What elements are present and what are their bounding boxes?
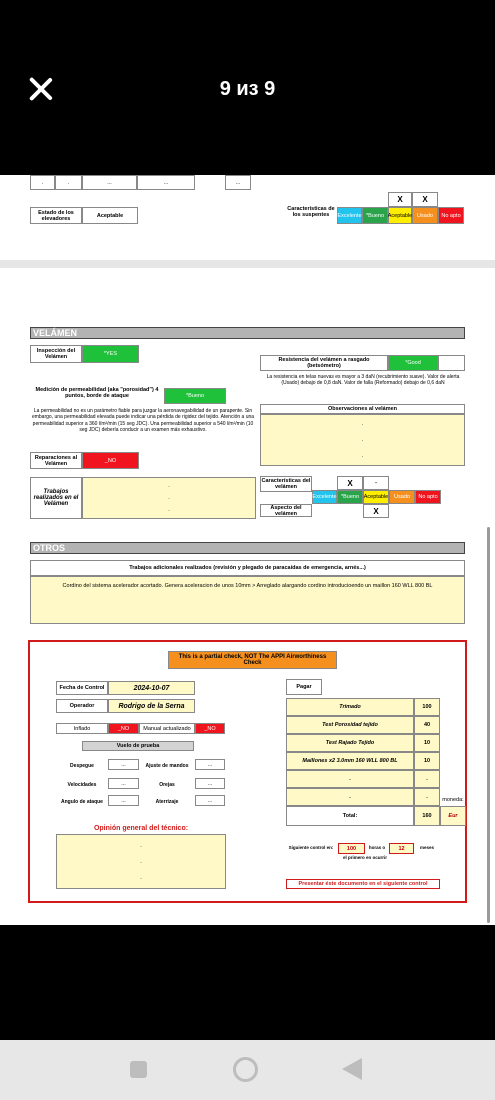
- item-name: Test Porosidad tejido: [286, 716, 414, 734]
- dot: .: [168, 483, 170, 489]
- item-price: 40: [414, 716, 440, 734]
- horas-value[interactable]: 100: [338, 843, 365, 854]
- table-cell: ...: [82, 175, 137, 190]
- table-cell: .: [55, 175, 82, 190]
- inflado-value: _NO: [108, 723, 139, 734]
- system-navigation-bar: [0, 1040, 495, 1100]
- dot: .: [168, 507, 170, 513]
- moneda-label: moneda:: [442, 797, 464, 803]
- aspecto-mark-aceptable: X: [363, 504, 389, 518]
- operador-value[interactable]: Rodrigo de la Serna: [108, 699, 195, 713]
- operador-label: Operador: [56, 699, 108, 713]
- vuelo-prueba-label: Vuelo de prueba: [82, 741, 194, 751]
- back-icon[interactable]: [342, 1058, 362, 1080]
- currency-value: Eur: [440, 806, 466, 826]
- suspentes-label: Características de los suspentes: [285, 192, 337, 232]
- table-cell: .: [30, 175, 55, 190]
- manual-value: _NO: [195, 723, 225, 734]
- trabajos-adicionales-text[interactable]: Cordino del sistema acelerador acortado. Genera aceleracion de unos 10mm > Arreglado alargando cordino introducioendo un maillon 160 WLL 800 BL: [30, 576, 465, 624]
- aterrizaje-value[interactable]: ...: [195, 795, 225, 806]
- item-price: 10: [414, 734, 440, 752]
- item-name: .: [286, 770, 414, 788]
- home-icon[interactable]: [232, 1056, 259, 1083]
- page-separator: [0, 260, 495, 268]
- total-value: 160: [414, 806, 440, 826]
- item-price: .: [414, 788, 440, 806]
- item-price: 100: [414, 698, 440, 716]
- dot: .: [140, 874, 142, 881]
- observaciones-label: Observaciones al velámen: [260, 404, 465, 414]
- fecha-value[interactable]: 2024-10-07: [108, 681, 195, 695]
- orejas-label: Orejas: [159, 782, 175, 788]
- dot: .: [361, 437, 364, 443]
- scrollbar-thumb[interactable]: [487, 527, 490, 923]
- suspentes-mark-aceptable: X: [388, 192, 412, 207]
- aterrizaje-label: Aterrizaje: [155, 799, 179, 805]
- item-price: 10: [414, 752, 440, 770]
- scale-bueno: *Bueno: [337, 490, 363, 504]
- scale-usado: Usado: [412, 207, 438, 224]
- item-price: .: [414, 770, 440, 788]
- scale-no-apto: No apto: [438, 207, 464, 224]
- table-cell: [438, 355, 465, 371]
- table-cell: ...: [137, 175, 195, 190]
- item-name: Maillones x2 3.0mm 160 WLL 800 BL: [286, 752, 414, 770]
- resistencia-note: La resistencia en telas nuevas es mayor a 3 daN (recubrimiento suave). Valor de alerta (Usado) debajo de 0,8 daN. Valor de falla (Reformado) debajo de 0,6 daN: [266, 374, 460, 387]
- partial-check-notice: This is a partial check, NOT The APPI Airworthiness Check: [168, 651, 337, 669]
- angulo-ataque-value[interactable]: ...: [108, 795, 139, 806]
- permeabilidad-note: La permeabilidad no es un parámetro fiable para juzgar la aeronavegabilidad de un parapente. Sin embargo, una permeabilidad elevada puede indicar una pérdida de rigidez del tejido. Atención a una permeabilidad superior a 360 l/m²/min (15 seg JDC). Una permeabilidad superior a 540 l/m²/min (10 seg JDC) debería conducir a un examen más exhaustivo.: [31, 408, 255, 433]
- reparaciones-value: _NO: [82, 452, 139, 469]
- item-name: Test Rajado Tejido: [286, 734, 414, 752]
- item-name: Trimado: [286, 698, 414, 716]
- scale-excelente: Excelente: [312, 490, 337, 504]
- recent-apps-icon[interactable]: [130, 1061, 147, 1078]
- total-label: Total:: [286, 806, 414, 826]
- velamen-mark-bueno: X: [337, 476, 363, 490]
- orejas-value[interactable]: ...: [195, 778, 225, 789]
- primero-label: el primero en ocurrir: [342, 855, 387, 860]
- scale-aceptable: Aceptable: [363, 490, 389, 504]
- inspeccion-label: Inspección del Velámen: [30, 345, 82, 363]
- fecha-label: Fecha de Control: [56, 681, 108, 695]
- trabajos-label: Trabajos realizados en el Velámen: [30, 477, 82, 519]
- siguiente-label: Siguiente control en:: [288, 845, 334, 850]
- scale-aceptable: Aceptable: [388, 207, 412, 224]
- reparaciones-label: Reparaciones al Velámen: [30, 452, 82, 469]
- permeabilidad-value: *Bueno: [164, 388, 226, 404]
- aspecto-label: Aspecto del velámen: [260, 504, 312, 517]
- dot: .: [361, 453, 364, 459]
- opinion-label: Opinión general del técnico:: [93, 825, 189, 832]
- velocidades-label: Velocidades: [67, 782, 97, 788]
- opinion-box[interactable]: [56, 834, 226, 889]
- dot: .: [140, 858, 142, 865]
- scale-excelente: Excelente: [337, 207, 362, 224]
- inflado-label: Inflado: [56, 723, 108, 734]
- scale-usado: Usado: [389, 490, 415, 504]
- presentar-note: Presentar éste documento en el siguiente control: [286, 879, 440, 889]
- scale-bueno: *Bueno: [362, 207, 388, 224]
- velocidades-value[interactable]: ...: [108, 778, 139, 789]
- page-counter: 9 из 9: [219, 78, 276, 100]
- scale-no-apto: No apto: [415, 490, 441, 504]
- resistencia-value: *Good: [388, 355, 438, 371]
- velamen-dash: -: [363, 476, 389, 490]
- document-page-1: [0, 175, 495, 260]
- despegue-label: Despegue: [70, 763, 94, 769]
- angulo-ataque-label: Angulo de ataque: [61, 799, 103, 805]
- inspeccion-value: *YES: [82, 345, 139, 363]
- ajuste-mandos-label: Ajuste de mandos: [145, 763, 189, 769]
- trabajos-adicionales-title: Trabajos adicionales realizados (revisión y plegado de paracaídas de emergencia, arnés...): [30, 560, 465, 576]
- otros-section-title: OTROS: [30, 542, 465, 554]
- dot: .: [168, 495, 170, 501]
- pagar-label: Pagar: [286, 679, 322, 695]
- trabajos-box[interactable]: [82, 477, 256, 519]
- velamen-section-title: VELÁMEN: [30, 327, 465, 339]
- item-name: .: [286, 788, 414, 806]
- table-cell: ...: [225, 175, 251, 190]
- caracteristicas-velamen-label: Características del velámen: [261, 478, 311, 490]
- elevadores-label: Estado de los elevadores: [30, 207, 82, 224]
- resistencia-label: Resistencia del velámen a rasgado (betsómetro): [260, 355, 388, 371]
- dot: .: [361, 421, 364, 427]
- elevadores-value: Aceptable: [82, 207, 138, 224]
- observaciones-box[interactable]: [260, 414, 465, 466]
- meses-label: meses: [419, 845, 434, 850]
- permeabilidad-label: Medición de permeabilidad (aka "porosidad") 4 puntos, borde de ataque: [30, 382, 164, 404]
- ajuste-mandos-value[interactable]: ...: [195, 759, 225, 770]
- dot: .: [140, 842, 142, 849]
- suspentes-mark-usado: X: [412, 192, 438, 207]
- meses-value[interactable]: 12: [389, 843, 414, 854]
- manual-label: Manual actualizado: [139, 723, 195, 734]
- despegue-value[interactable]: ...: [108, 759, 139, 770]
- horas-label: horas o: [368, 845, 386, 850]
- viewer-top-bar: [0, 0, 495, 175]
